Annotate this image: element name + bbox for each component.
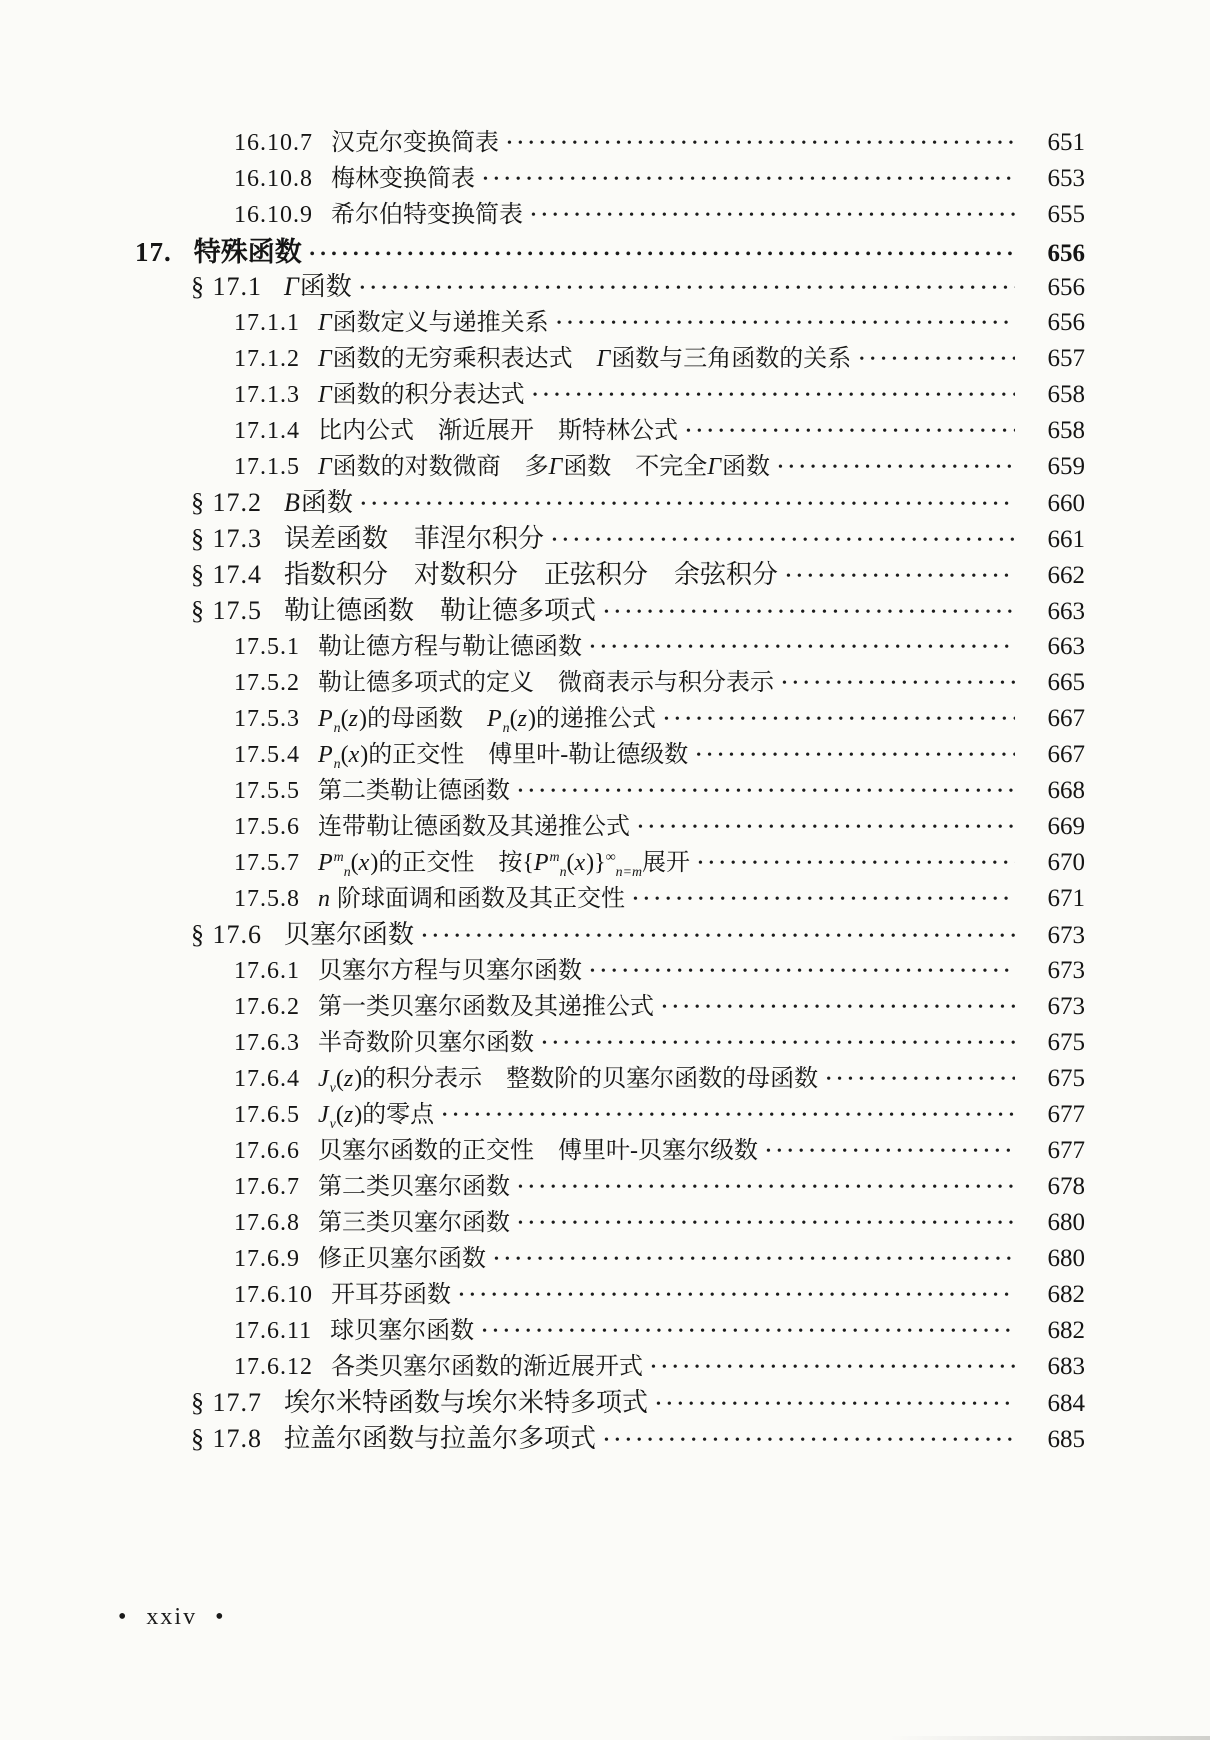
toc-entry-page: 673 bbox=[1047, 993, 1085, 1020]
toc-entry-number: 17.5.5 bbox=[234, 778, 300, 804]
dot-leader bbox=[442, 1108, 1015, 1124]
toc-entry-number: 17.5.7 bbox=[234, 850, 300, 876]
toc-entry-title: 特殊函数 bbox=[193, 237, 302, 266]
toc-entry-page: 682 bbox=[1047, 1317, 1085, 1344]
toc-entry bbox=[135, 1274, 1085, 1310]
toc-entry-page: 663 bbox=[1047, 633, 1085, 660]
toc-entry-page: 658 bbox=[1047, 381, 1085, 408]
dot-leader bbox=[360, 281, 1015, 297]
toc-entry-number: 16.10.9 bbox=[234, 202, 313, 228]
toc-list bbox=[135, 122, 1085, 1454]
toc-entry-title: 第二类勒让德函数 bbox=[318, 778, 510, 804]
toc-entry bbox=[135, 1058, 1085, 1094]
toc-entry-page: 663 bbox=[1047, 598, 1085, 625]
dot-leader bbox=[531, 208, 1015, 224]
toc-entry-title: $J_\nu(z)$的积分表示 整数阶的贝塞尔函数的母函数 bbox=[318, 1066, 819, 1094]
dot-leader bbox=[507, 136, 1015, 152]
toc-entry bbox=[135, 266, 1085, 302]
toc-entry-page: 680 bbox=[1047, 1209, 1085, 1236]
toc-entry-page: 670 bbox=[1047, 849, 1085, 876]
toc-entry-number: 17.1.5 bbox=[234, 454, 300, 480]
toc-entry-page: 669 bbox=[1047, 813, 1085, 840]
toc-entry-page: 683 bbox=[1047, 1353, 1085, 1380]
toc-entry-number: 17.5.3 bbox=[234, 706, 300, 732]
toc-entry bbox=[135, 482, 1085, 518]
toc-entry-title: 比内公式 渐近展开 斯特林公式 bbox=[318, 418, 678, 444]
toc-entry bbox=[135, 302, 1085, 338]
toc-entry bbox=[135, 446, 1085, 482]
dot-leader bbox=[482, 1324, 1015, 1340]
toc-entry-title: 埃尔米特函数与埃尔米特多项式 bbox=[284, 1388, 649, 1417]
dot-leader bbox=[604, 605, 1015, 621]
toc-entry-number: 17.5.2 bbox=[234, 670, 300, 696]
toc-entry-page: 682 bbox=[1047, 1281, 1085, 1308]
toc-entry bbox=[135, 806, 1085, 842]
toc-entry-number: § 17.4 bbox=[191, 560, 262, 589]
toc-entry bbox=[135, 1346, 1085, 1382]
toc-entry-number: § 17.8 bbox=[191, 1424, 262, 1453]
dot-leader bbox=[766, 1144, 1015, 1160]
toc-entry-page: 651 bbox=[1047, 129, 1085, 156]
toc-entry bbox=[135, 374, 1085, 410]
toc-entry-number: 16.10.7 bbox=[234, 130, 313, 156]
toc-entry bbox=[135, 842, 1085, 878]
toc-entry-page: 675 bbox=[1047, 1065, 1085, 1092]
toc-entry-number: § 17.2 bbox=[191, 488, 262, 517]
toc-entry bbox=[135, 770, 1085, 806]
toc-entry bbox=[135, 914, 1085, 950]
toc-entry bbox=[135, 590, 1085, 626]
dot-leader bbox=[633, 892, 1015, 908]
toc-entry-page: 656 bbox=[1047, 240, 1085, 266]
toc-entry-page: 667 bbox=[1047, 741, 1085, 768]
toc-entry-title: 指数积分 对数积分 正弦积分 余弦积分 bbox=[284, 560, 779, 589]
dot-leader bbox=[557, 316, 1015, 332]
page-footer bbox=[118, 1604, 225, 1631]
toc-entry-title: B函数 bbox=[284, 488, 353, 517]
toc-entry-page: 668 bbox=[1047, 777, 1085, 804]
dot-leader bbox=[533, 388, 1015, 404]
toc-entry-page: 665 bbox=[1047, 669, 1085, 696]
toc-entry-title: $P^m_n(x)$的正交性 按$\{P^m_n(x)\}^\infty_{n=m}$展开 bbox=[318, 850, 690, 878]
toc-entry-number: 17.6.4 bbox=[234, 1066, 300, 1092]
toc-entry bbox=[135, 230, 1085, 266]
toc-entry bbox=[135, 1166, 1085, 1202]
toc-entry bbox=[135, 1094, 1085, 1130]
dot-leader bbox=[483, 172, 1015, 188]
toc-entry bbox=[135, 554, 1085, 590]
toc-entry bbox=[135, 122, 1085, 158]
scan-edge-artifact bbox=[890, 1736, 1210, 1740]
toc-entry-number: § 17.6 bbox=[191, 920, 262, 949]
toc-entry-title: 第三类贝塞尔函数 bbox=[318, 1210, 510, 1236]
toc-entry-title: 贝塞尔函数的正交性 傅里叶-贝塞尔级数 bbox=[318, 1138, 758, 1164]
dot-leader bbox=[786, 569, 1015, 585]
toc-entry bbox=[135, 1022, 1085, 1058]
toc-entry-page: 685 bbox=[1047, 1426, 1085, 1453]
toc-entry bbox=[135, 158, 1085, 194]
toc-entry bbox=[135, 734, 1085, 770]
toc-entry-title: 勒让德方程与勒让德函数 bbox=[318, 634, 582, 660]
dot-leader bbox=[859, 352, 1015, 368]
toc-entry-page: 680 bbox=[1047, 1245, 1085, 1272]
toc-entry-title: 贝塞尔方程与贝塞尔函数 bbox=[318, 958, 582, 984]
toc-entry-page: 662 bbox=[1047, 562, 1085, 589]
toc-entry bbox=[135, 626, 1085, 662]
dot-leader bbox=[422, 929, 1015, 945]
toc-entry-number: 17.5.1 bbox=[234, 634, 300, 660]
toc-entry-title: 误差函数 菲涅尔积分 bbox=[284, 524, 545, 553]
toc-entry-number: 17.6.6 bbox=[234, 1138, 300, 1164]
toc-entry-number: 17.1.3 bbox=[234, 382, 300, 408]
dot-leader bbox=[590, 640, 1015, 656]
toc-entry-number: 17.6.3 bbox=[234, 1030, 300, 1056]
toc-entry-number: 17.5.4 bbox=[234, 742, 300, 768]
dot-leader bbox=[782, 676, 1015, 692]
toc-entry bbox=[135, 662, 1085, 698]
toc-entry bbox=[135, 518, 1085, 554]
toc-entry-title: $P_n(z)$的母函数 $P_n(z)$的递推公式 bbox=[318, 706, 656, 734]
dot-leader bbox=[518, 1216, 1015, 1232]
toc-entry bbox=[135, 1418, 1085, 1454]
toc-entry-number: 17.1.1 bbox=[234, 310, 300, 336]
toc-entry bbox=[135, 1382, 1085, 1418]
toc-entry-page: 678 bbox=[1047, 1173, 1085, 1200]
toc-entry-page: 655 bbox=[1047, 201, 1085, 228]
toc-entry-page: 656 bbox=[1047, 309, 1085, 336]
toc-entry-title: 希尔伯特变换简表 bbox=[331, 202, 523, 228]
toc-entry-page: 677 bbox=[1047, 1101, 1085, 1128]
toc-entry-title: Γ函数 bbox=[284, 272, 352, 301]
toc-entry-title: Γ函数的无穷乘积表达式 Γ函数与三角函数的关系 bbox=[318, 346, 852, 372]
toc-entry bbox=[135, 194, 1085, 230]
toc-entry-title: 球贝塞尔函数 bbox=[330, 1318, 475, 1344]
toc-entry-title: Γ函数的对数微商 多Γ函数 不完全Γ函数 bbox=[318, 454, 770, 480]
toc-entry-title: 第二类贝塞尔函数 bbox=[318, 1174, 510, 1200]
dot-leader bbox=[778, 460, 1015, 476]
dot-leader bbox=[542, 1036, 1015, 1052]
dot-leader bbox=[494, 1252, 1015, 1268]
dot-leader bbox=[826, 1072, 1015, 1088]
toc-entry-number: 17.6.2 bbox=[234, 994, 300, 1020]
dot-leader bbox=[459, 1288, 1015, 1304]
toc-entry-number: 17.6.1 bbox=[234, 958, 300, 984]
toc-entry-number: 17.6.9 bbox=[234, 1246, 300, 1272]
toc-entry-number: 17.6.11 bbox=[234, 1318, 313, 1344]
toc-entry-page: 673 bbox=[1047, 922, 1085, 949]
dot-leader bbox=[656, 1397, 1015, 1413]
toc-entry-number: 17.1.2 bbox=[234, 346, 300, 372]
toc-entry bbox=[135, 1202, 1085, 1238]
toc-entry-page: 673 bbox=[1047, 957, 1085, 984]
toc-entry-number: 17.5.8 bbox=[234, 886, 300, 912]
toc-entry bbox=[135, 986, 1085, 1022]
toc-entry bbox=[135, 1130, 1085, 1166]
toc-entry-number: 16.10.8 bbox=[234, 166, 313, 192]
toc-entry-number: 17.6.5 bbox=[234, 1102, 300, 1128]
toc-entry-number: § 17.3 bbox=[191, 524, 262, 553]
dot-leader bbox=[361, 497, 1015, 513]
dot-leader bbox=[604, 1433, 1015, 1449]
dot-leader bbox=[310, 247, 1015, 263]
toc-entry-number: § 17.5 bbox=[191, 596, 262, 625]
toc-entry-page: 675 bbox=[1047, 1029, 1085, 1056]
toc-entry bbox=[135, 698, 1085, 734]
toc-entry-number: 17.1.4 bbox=[234, 418, 300, 444]
toc-entry bbox=[135, 410, 1085, 446]
toc-entry-title: 贝塞尔函数 bbox=[284, 920, 415, 949]
toc-entry-number: 17.6.10 bbox=[234, 1282, 313, 1308]
toc-entry-title: 半奇数阶贝塞尔函数 bbox=[318, 1030, 534, 1056]
toc-entry-page: 661 bbox=[1047, 526, 1085, 553]
toc-entry-number: 17.6.12 bbox=[234, 1354, 313, 1380]
toc-entry-number: 17. bbox=[135, 237, 172, 266]
dot-leader bbox=[651, 1360, 1015, 1376]
toc-entry-title: 各类贝塞尔函数的渐近展开式 bbox=[331, 1354, 643, 1380]
toc-entry-page: 660 bbox=[1047, 490, 1085, 517]
page-number-roman: • xxiv • bbox=[118, 1604, 226, 1630]
toc-entry-page: 684 bbox=[1047, 1390, 1085, 1417]
dot-leader bbox=[696, 748, 1015, 764]
dot-leader bbox=[518, 784, 1015, 800]
toc-entry bbox=[135, 950, 1085, 986]
toc-entry-page: 658 bbox=[1047, 417, 1085, 444]
toc-entry-title: 勒让德多项式的定义 微商表示与积分表示 bbox=[318, 670, 774, 696]
toc-entry-page: 677 bbox=[1047, 1137, 1085, 1164]
toc-entry-page: 667 bbox=[1047, 705, 1085, 732]
toc-entry bbox=[135, 878, 1085, 914]
toc-entry-page: 657 bbox=[1047, 345, 1085, 372]
toc-entry bbox=[135, 1310, 1085, 1346]
toc-entry-page: 653 bbox=[1047, 165, 1085, 192]
toc-entry-number: 17.6.7 bbox=[234, 1174, 300, 1200]
dot-leader bbox=[518, 1180, 1015, 1196]
toc-entry-title: $P_n(x)$的正交性 傅里叶-勒让德级数 bbox=[318, 742, 689, 770]
toc-entry-title: Γ函数定义与递推关系 bbox=[318, 310, 549, 336]
toc-entry-title: 连带勒让德函数及其递推公式 bbox=[318, 814, 630, 840]
toc-entry-number: § 17.1 bbox=[191, 272, 262, 301]
dot-leader bbox=[664, 712, 1015, 728]
toc-entry-title: n 阶球面调和函数及其正交性 bbox=[318, 886, 625, 912]
dot-leader bbox=[552, 533, 1015, 549]
toc-entry bbox=[135, 338, 1085, 374]
toc-entry-title: 开耳芬函数 bbox=[331, 1282, 451, 1308]
dot-leader bbox=[698, 856, 1015, 872]
toc-entry-number: § 17.7 bbox=[191, 1388, 262, 1417]
toc-entry-title: $J_\nu(z)$的零点 bbox=[318, 1102, 435, 1130]
toc-entry-number: 17.5.6 bbox=[234, 814, 300, 840]
toc-entry-title: 梅林变换简表 bbox=[331, 166, 475, 192]
toc-entry-title: 第一类贝塞尔函数及其递推公式 bbox=[318, 994, 654, 1020]
toc-entry-title: 勒让德函数 勒让德多项式 bbox=[284, 596, 597, 625]
dot-leader bbox=[638, 820, 1015, 836]
toc-entry-title: 拉盖尔函数与拉盖尔多项式 bbox=[284, 1424, 597, 1453]
dot-leader bbox=[662, 1000, 1015, 1016]
toc-entry-page: 659 bbox=[1047, 453, 1085, 480]
dot-leader bbox=[590, 964, 1015, 980]
toc-entry-title: Γ函数的积分表达式 bbox=[318, 382, 525, 408]
toc-entry-title: 汉克尔变换简表 bbox=[331, 130, 499, 156]
toc-entry-title: 修正贝塞尔函数 bbox=[318, 1246, 486, 1272]
toc-entry-page: 656 bbox=[1047, 274, 1085, 301]
dot-leader bbox=[686, 424, 1015, 440]
toc-entry-number: 17.6.8 bbox=[234, 1210, 300, 1236]
toc-entry-page: 671 bbox=[1047, 885, 1085, 912]
toc-entry bbox=[135, 1238, 1085, 1274]
